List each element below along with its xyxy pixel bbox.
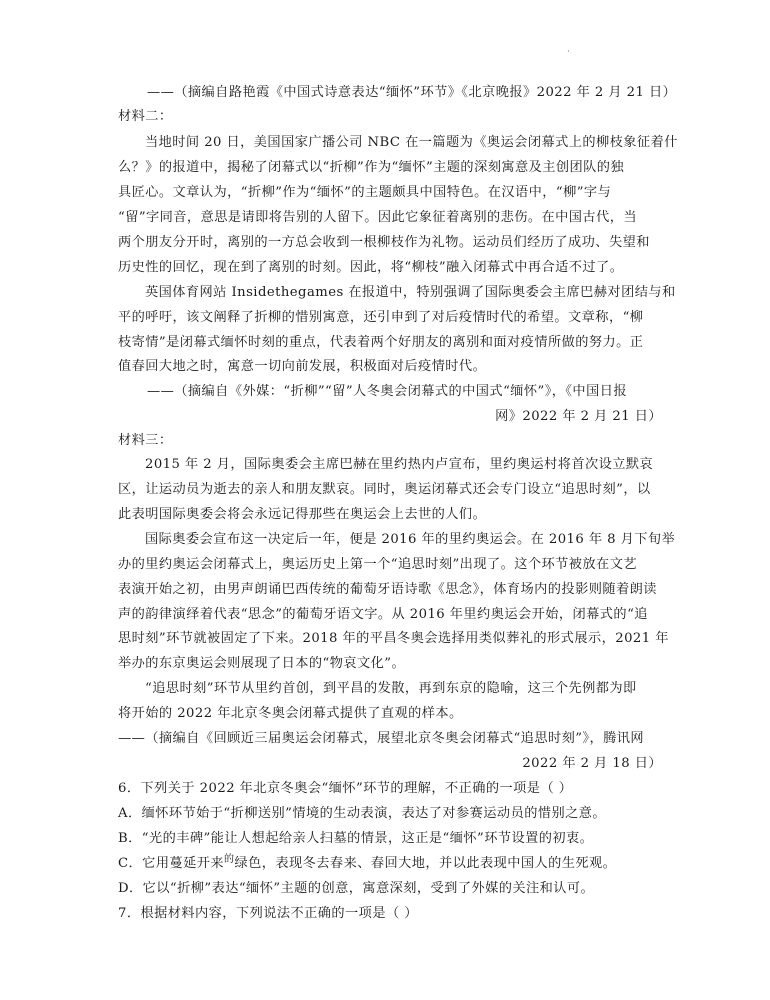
paragraph-line: 将开始的 2022 年北京冬奥会闭幕式提供了直观的样本。 (118, 706, 463, 721)
paragraph-line: 枝寄情”是闭幕式缅怀时刻的重点，代表着两个好朋友的离别和面对疫情所做的努力。正 (118, 335, 644, 350)
source-citation-3-cont: 2022 年 2 月 18 日） (522, 756, 662, 771)
paragraph-line: 国际奥委会宣布这一决定后一年，便是 2016 年的里约奥运会。在 2016 年 8 月下旬举 (145, 532, 676, 547)
option-b: B．“光的丰碑”能让人想起给亲人扫墓的情景，这正是“缅怀”环节设置的初衷。 (118, 831, 594, 846)
paragraph-line: 举办的东京奥运会则展现了日本的“物哀文化”。 (118, 656, 406, 671)
section-heading-material-2: 材料二： (118, 109, 173, 124)
paragraph-line: 思时刻”环节就被固定了下来。2018 年的平昌冬奥会选择用类似葬礼的形式展示，2021 年 (118, 631, 669, 646)
paragraph-line: 具匠心。文章认为，“折柳”作为“缅怀”的主题颇具中国特色。在汉语中，“柳”字与 (118, 185, 612, 200)
paragraph-line: 平的呼吁，该文阐释了折柳的惜别寓意，还引申到了对后疫情时代的希望。文章称，“柳 (118, 310, 644, 325)
corner-mark: · (567, 47, 570, 57)
paragraph-line: 历史性的回忆，现在到了离别的时刻。因此，将“柳枝”融入闭幕式中再合适不过了。 (118, 260, 624, 275)
source-citation-1: ——（摘编自路艳霞《中国式诗意表达“缅怀”环节》《北京晚报》2022 年 2 月 21 日） (147, 85, 677, 100)
source-citation-2: ——（摘编自《外媒：“折柳”“留”人冬奥会闭幕式的中国式“缅怀”》，《中国日报 (147, 384, 627, 399)
paragraph-line: 两个朋友分开时，离别的一方总会收到一根柳枝作为礼物。运动员们经历了成功、失望和 (118, 235, 650, 250)
paragraph-line: “留”字同音，意思是请即将告别的人留下。因此它象征着离别的悲伤。在中国古代，当 (118, 210, 637, 225)
section-heading-material-3: 材料三： (118, 433, 173, 448)
option-a: A．缅怀环节始于“折柳送别”情境的生动表演，表达了对参赛运动员的惜别之意。 (118, 806, 607, 821)
option-c: C．它用蔓延开来$^的$绿色，表现冬去春来、春回大地，并以此表现中国人的生死观。 (118, 854, 617, 871)
paragraph-line: 英国体育网站 Insidethegames 在报道中，特别强调了国际奥委会主席巴赫对团结与和 (145, 285, 676, 300)
paragraph-line: 当地时间 20 日，美国国家广播公司 NBC 在一篇题为《奥运会闭幕式上的柳枝象征着什 (145, 135, 678, 150)
paragraph-line: 2015 年 2 月，国际奥委会主席巴赫在里约热内卢宣布，里约奥运村将首次设立默哀 (145, 457, 654, 472)
question-7: 7．根据材料内容，下列说法不正确的一项是（ ） (118, 906, 418, 921)
paragraph-line: 表演开始之初，由男声朗诵巴西传统的葡萄牙语诗歌《思念》，体育场内的投影则随着朗读 (118, 582, 657, 597)
paragraph-line: 声的韵律演绎着代表“思念”的葡萄牙语文字。从 2016 年里约奥运会开始，闭幕式的“追 (118, 607, 648, 622)
question-6: 6．下列关于 2022 年北京冬奥会“缅怀”环节的理解，不正确的一项是（ ） (118, 781, 573, 796)
paragraph-line: 值春回大地之时，寓意一切向前发展，积极面对后疫情时代。 (118, 359, 487, 374)
paragraph-line: 么？》的报道中，揭秘了闭幕式以“折柳”作为“缅怀”主题的深刻寓意及主创团队的独 (118, 160, 625, 175)
paragraph-line: “追思时刻”环节从里约首创，到平昌的发散，再到东京的隐喻，这三个先例都为即 (145, 681, 637, 696)
paragraph-line: 此表明国际奥委会将会永远记得那些在奥运会上去世的人们。 (118, 507, 487, 522)
paragraph-line: 区，让运动员为逝去的亲人和朋友默哀。同时，奥运闭幕式还会专门设立“追思时刻”，以 (118, 482, 651, 497)
option-d: D．它以“折柳”表达“缅怀”主题的创意，寓意深刻，受到了外媒的关注和认可。 (118, 881, 595, 896)
source-citation-3: ——（摘编自《回顾近三届奥运会闭幕式，展望北京冬奥会闭幕式“追思时刻”》，腾讯网 (118, 731, 645, 746)
paragraph-line: 办的里约奥运会闭幕式上，奥运历史上第一个“追思时刻”出现了。这个环节被放在文艺 (118, 557, 637, 572)
source-citation-2-cont: 网》2022 年 2 月 21 日） (495, 409, 662, 424)
